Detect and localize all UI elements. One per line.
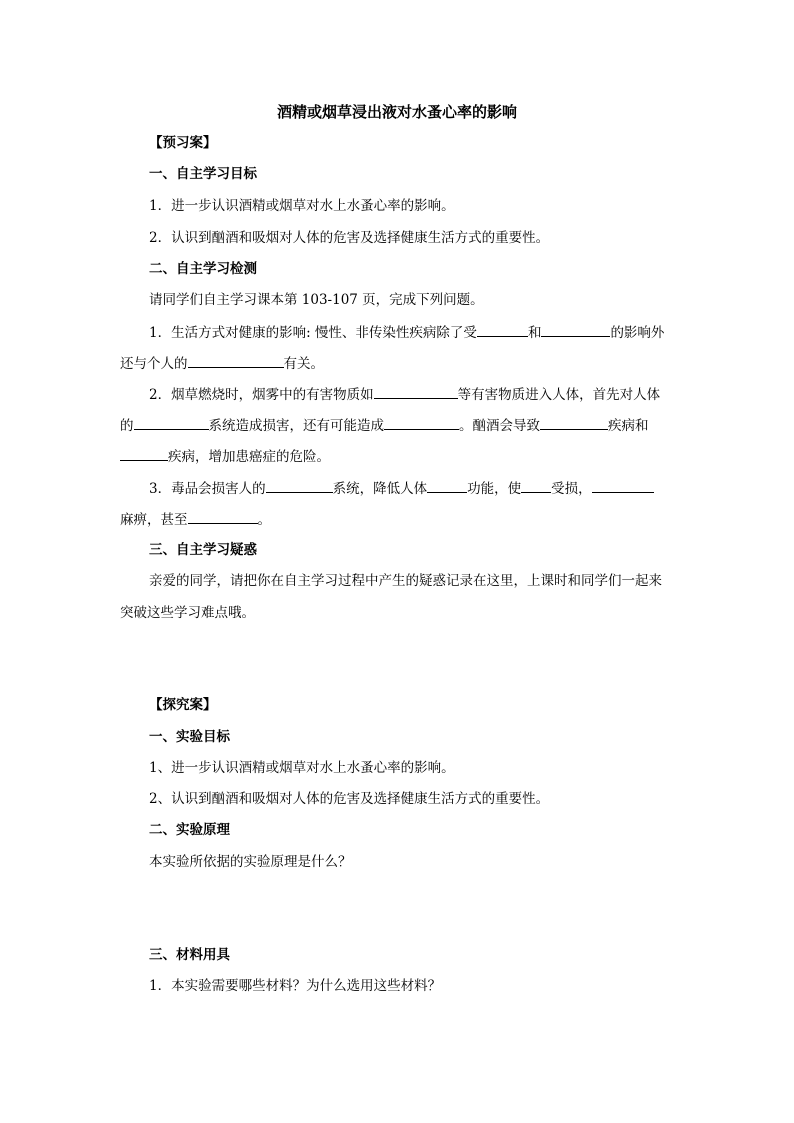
question-2-line-3: [120, 446, 330, 467]
q2-text-b: 等有害物质进入人体，首先对人体: [457, 387, 661, 403]
question-1-line-1: [149, 322, 664, 343]
self-study-goals-heading: 一、自主学习目标: [149, 166, 257, 182]
preview-heading: 【预习案】: [149, 135, 217, 151]
answer-blank[interactable]: [188, 353, 284, 368]
explore-heading: 【探究案】: [149, 697, 217, 713]
self-study-test-heading: 二、自主学习检测: [149, 261, 257, 277]
doubts-text-line-1: 亲爱的同学，请把你在自主学习过程中产生的疑惑记录在这里，上课时和同学们一起来: [149, 573, 662, 589]
answer-blank[interactable]: [541, 322, 610, 337]
q1-text-b: 和: [527, 325, 542, 341]
experiment-goal-2: 2、认识到酗酒和吸烟对人体的危害及选择健康生活方式的重要性。: [149, 791, 550, 807]
document-title: 酒精或烟草浸出液对水蚤心率的影响: [276, 103, 517, 121]
question-1-line-2: [120, 353, 324, 374]
q3-text-c: 功能，使: [467, 481, 522, 497]
q2-text-f: 疾病和: [608, 418, 649, 434]
question-2-line-2: [120, 415, 649, 436]
answer-blank[interactable]: [540, 415, 608, 430]
q1-text-e: 有关。: [283, 356, 324, 372]
experiment-goals-heading: 一、实验目标: [149, 729, 230, 745]
goal-item-2: 2．认识到酗酒和吸烟对人体的危害及选择健康生活方式的重要性。: [149, 230, 550, 246]
q3-text-a: 3．毒品会损害人的: [149, 481, 266, 497]
question-3-line-2: [120, 509, 271, 530]
materials-heading: 三、材料用具: [149, 947, 230, 963]
answer-blank[interactable]: [374, 384, 458, 399]
answer-blank[interactable]: [266, 478, 333, 493]
materials-question: 1．本实验需要哪些材料？为什么选用这些材料？: [149, 978, 442, 994]
test-intro: 请同学们自主学习课本第 103-107 页，完成下列问题。: [149, 292, 484, 308]
experiment-goal-1: 1、进一步认识酒精或烟草对水上水蚤心率的影响。: [149, 760, 455, 776]
q1-text-c: 的影响外: [610, 325, 665, 341]
q1-text-d: 还与个人的: [120, 356, 188, 372]
answer-blank[interactable]: [427, 478, 467, 493]
experiment-principle-question: 本实验所依据的实验原理是什么？: [149, 854, 352, 870]
answer-blank[interactable]: [188, 509, 258, 524]
q3-text-e: 麻痹，甚至: [120, 512, 188, 528]
answer-blank[interactable]: [384, 415, 459, 430]
q3-text-d: 受损，: [551, 481, 592, 497]
answer-blank[interactable]: [134, 415, 209, 430]
q2-text-d: 系统造成损害，还有可能造成: [208, 418, 384, 434]
q3-text-f: 。: [257, 512, 271, 528]
question-2-line-1: [149, 384, 660, 405]
answer-blank[interactable]: [477, 322, 528, 337]
question-3-line-1: [149, 478, 654, 499]
goal-item-1: 1．进一步认识酒精或烟草对水上水蚤心率的影响。: [149, 198, 455, 214]
q2-text-a: 2．烟草燃烧时，烟雾中的有害物质如: [149, 387, 374, 403]
answer-blank[interactable]: [120, 446, 168, 461]
q3-text-b: 系统，降低人体: [332, 481, 428, 497]
q2-text-c: 的: [120, 418, 134, 434]
q2-text-g: 疾病，增加患癌症的危险。: [168, 449, 330, 465]
answer-blank[interactable]: [592, 478, 654, 493]
answer-blank[interactable]: [521, 478, 551, 493]
experiment-principle-heading: 二、实验原理: [149, 822, 230, 838]
q2-text-e: 。酗酒会导致: [459, 418, 540, 434]
q1-text-a: 1．生活方式对健康的影响: 慢性、非传染性疾病除了受: [149, 325, 477, 341]
doubts-text-line-2: 突破这些学习难点哦。: [120, 605, 255, 621]
self-study-doubts-heading: 三、自主学习疑惑: [149, 542, 257, 558]
